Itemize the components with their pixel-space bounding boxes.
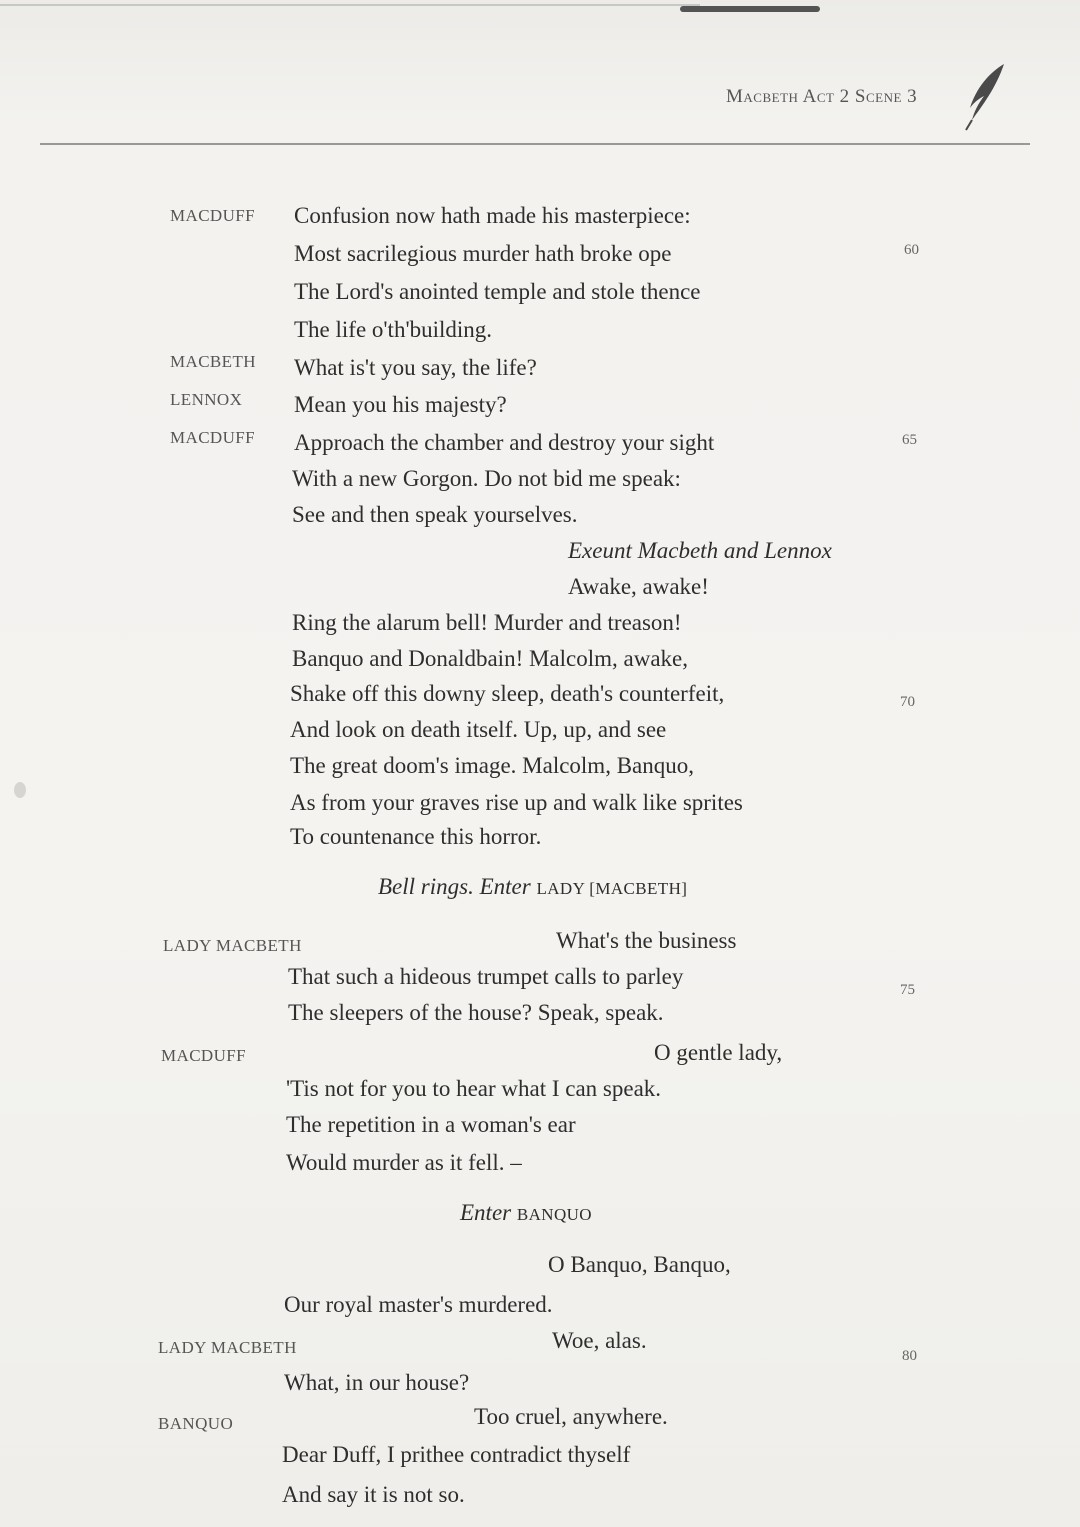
verse-line: The life o'th'building.	[294, 317, 493, 342]
verse-line: The great doom's image. Malcolm, Banquo,	[290, 753, 694, 778]
verse-line: Would murder as it fell. –	[286, 1150, 522, 1175]
speaker-lennox: LENNOX	[170, 390, 243, 409]
line-number: 70	[900, 694, 915, 710]
verse-line: The Lord's anointed temple and stole thence	[294, 279, 701, 304]
speaker-lady-macbeth: LADY MACBETH	[158, 1338, 297, 1357]
verse-line: Woe, alas.	[552, 1328, 647, 1353]
verse-line: The sleepers of the house? Speak, speak.	[288, 1000, 664, 1025]
verse-line: Our royal master's murdered.	[284, 1292, 553, 1317]
stage-direction-exeunt: Exeunt Macbeth and Lennox	[568, 538, 832, 563]
verse-line: Dear Duff, I prithee contradict thyself	[282, 1442, 631, 1467]
header-rule	[40, 143, 1030, 145]
page-edge-shadow	[680, 6, 820, 12]
verse-line: O Banquo, Banquo,	[548, 1252, 731, 1277]
verse-line: And say it is not so.	[282, 1482, 465, 1507]
speaker-macbeth: MACBETH	[170, 352, 256, 371]
verse-line: And look on death itself. Up, up, and see	[290, 717, 667, 742]
verse-line: Too cruel, anywhere.	[474, 1404, 668, 1429]
verse-line: Most sacrilegious murder hath broke ope	[294, 241, 672, 266]
stage-direction-name: BANQUO	[516, 1205, 592, 1224]
stage-direction-text: Bell rings. Enter	[378, 874, 531, 899]
stage-direction-name: LADY [MACBETH]	[536, 879, 688, 898]
line-number: 60	[904, 242, 919, 258]
speaker-macduff: MACDUFF	[170, 206, 255, 225]
verse-line: What's the business	[556, 928, 737, 953]
line-number: 65	[902, 432, 917, 448]
line-number: 80	[902, 1348, 917, 1364]
verse-line: With a new Gorgon. Do not bid me speak:	[292, 466, 681, 491]
page-blemish	[14, 782, 26, 798]
verse-line: What, in our house?	[284, 1370, 470, 1395]
verse-line: To countenance this horror.	[290, 824, 542, 849]
speaker-macduff: MACDUFF	[170, 428, 255, 447]
verse-line: Shake off this downy sleep, death's counterfeit,	[290, 681, 725, 706]
verse-line: See and then speak yourselves.	[292, 502, 578, 527]
stage-direction-bell	[378, 874, 687, 900]
stage-direction-text: Enter	[460, 1200, 512, 1225]
verse-line: The repetition in a woman's ear	[286, 1112, 576, 1137]
speaker-banquo: BANQUO	[158, 1414, 234, 1433]
line-number: 75	[900, 982, 915, 998]
verse-line: O gentle lady,	[654, 1040, 783, 1065]
quill-icon	[960, 62, 1008, 132]
speaker-macduff: MACDUFF	[161, 1046, 246, 1065]
page-edge-line	[0, 4, 700, 6]
verse-line: What is't you say, the life?	[294, 355, 537, 380]
verse-line: As from your graves rise up and walk like sprites	[290, 790, 743, 815]
verse-line: 'Tis not for you to hear what I can speak.	[286, 1076, 662, 1101]
speaker-lady-macbeth: LADY MACBETH	[163, 936, 302, 955]
verse-line: Mean you his majesty?	[294, 392, 507, 417]
verse-line: Awake, awake!	[568, 574, 709, 599]
verse-line: Confusion now hath made his masterpiece:	[294, 203, 691, 228]
verse-line: Approach the chamber and destroy your sight	[294, 430, 715, 455]
verse-line: Banquo and Donaldbain! Malcolm, awake,	[292, 646, 688, 671]
stage-direction-enter	[460, 1200, 592, 1226]
verse-line: Ring the alarum bell! Murder and treason!	[292, 610, 682, 635]
running-head: Macbeth Act 2 Scene 3	[726, 86, 918, 107]
verse-line: That such a hideous trumpet calls to parley	[288, 964, 684, 989]
